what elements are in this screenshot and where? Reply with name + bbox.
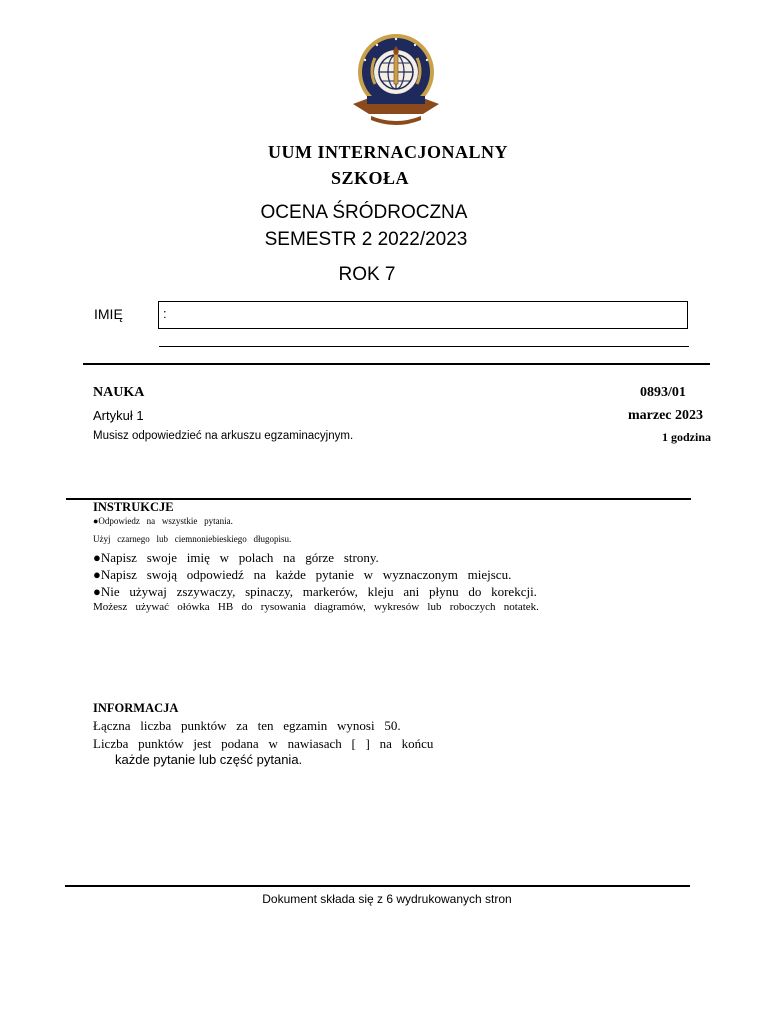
answer-note: Musisz odpowiedzieć na arkuszu egzaminacyjnym. xyxy=(93,430,354,442)
paper-label: Artykuł 1 xyxy=(93,408,144,423)
information-heading: INFORMACJA xyxy=(93,701,179,715)
name-label: IMIĘ xyxy=(94,306,123,322)
name-input-value: : xyxy=(163,306,167,321)
name-input[interactable] xyxy=(158,301,688,329)
information-line: każde pytanie lub część pytania. xyxy=(115,752,303,767)
instruction-item: ●Odpowiedz na wszystkie pytania. xyxy=(93,516,233,526)
school-name-line2: SZKOŁA xyxy=(331,168,410,188)
instruction-item: Użyj czarnego lub ciemnoniebieskiego długopisu. xyxy=(93,534,292,544)
name-underline xyxy=(159,346,689,347)
divider-top xyxy=(83,363,710,365)
subject-label: NAUKA xyxy=(93,385,145,400)
information-line: Łączna liczba punktów za ten egzamin wynosi 50. xyxy=(93,718,401,733)
instructions-heading: INSTRUKCJE xyxy=(93,500,174,514)
exam-code: 0893/01 xyxy=(640,385,686,400)
information-line: Liczba punktów jest podana w nawiasach [ ] na końcu xyxy=(93,736,434,751)
school-crest-icon xyxy=(347,32,445,128)
instruction-item: ●Napisz swoją odpowiedź na każde pytanie w wyznaczonym miejscu. xyxy=(93,567,512,582)
divider-footer xyxy=(65,885,690,887)
assessment-title: OCENA ŚRÓDROCZNA xyxy=(260,202,468,223)
instruction-item: ●Napisz swoje imię w polach na górze strony. xyxy=(93,550,379,565)
instruction-item: ●Nie używaj zszywaczy, spinaczy, markerów, kleju ani płynu do korekcji. xyxy=(93,584,537,599)
instruction-item: Możesz używać ołówka HB do rysowania diagramów, wykresów lub roboczych notatek. xyxy=(93,601,539,613)
footer-note: Dokument składa się z 6 wydrukowanych stron xyxy=(262,892,512,906)
year-title: ROK 7 xyxy=(338,264,396,285)
exam-date: marzec 2023 xyxy=(628,408,704,423)
school-name-line1: UUM INTERNACJONALNY xyxy=(268,142,509,162)
exam-duration: 1 godzina xyxy=(662,430,712,444)
semester-title: SEMESTR 2 2022/2023 xyxy=(264,229,468,250)
school-logo xyxy=(347,32,445,128)
